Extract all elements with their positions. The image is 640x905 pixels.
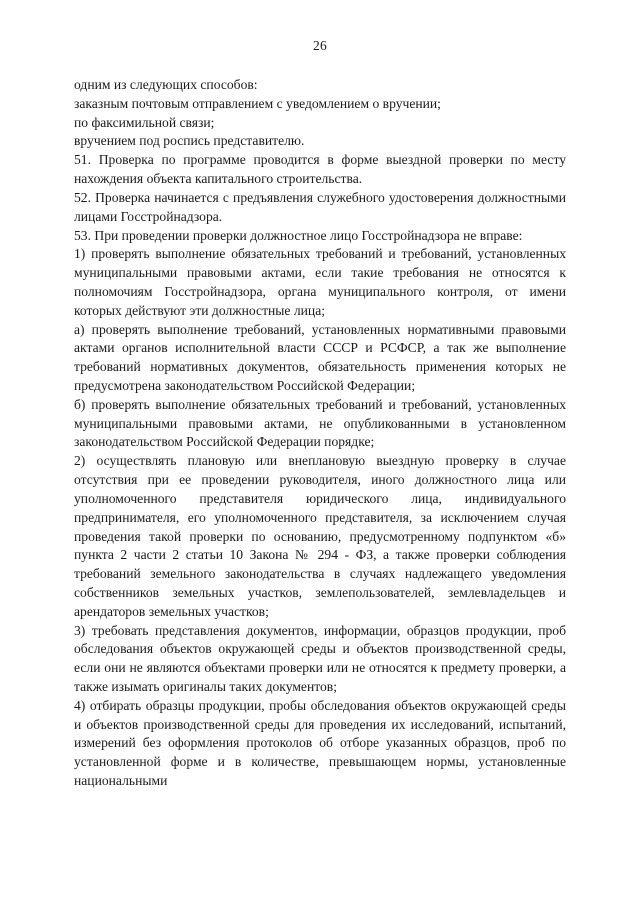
- paragraph: 52. Проверка начинается с предъявления служебного удостоверения должностными лицами Госстройнадзора.: [74, 189, 566, 224]
- paragraph: 3) требовать представления документов, информации, образцов продукции, проб обследования объектов окружающей среды и объектов производственной среды, если они не являются объектами проверки или не относятся к предмету проверки, а также изымать оригиналы таких документов;: [74, 622, 566, 694]
- paragraph: одним из следующих способов:: [74, 77, 258, 92]
- paragraph: 51. Проверка по программе проводится в форме выездной проверки по месту нахождения объекта капитального строительства.: [74, 152, 566, 187]
- document-body: [74, 76, 566, 791]
- paragraph: вручением под роспись представителю.: [74, 133, 305, 149]
- paragraph: 2) осуществлять плановую или внеплановую выездную проверку в случае отсутствия при ее проведении руководителя, иного должностного лица или уполномоченного представителя юридического лица, индивидуального предпринимателя, его уполномоченного представителя, за исключением случая проведения такой проверки по основанию, предусмотренному подпунктом «б» пункта 2 части 2 статьи 10 Закона № 294 - ФЗ, а также проверки соблюдения требований земельного законодательства в случаях надлежащего уведомления собственников земельных участков, землепользователей, землевладельцев и арендаторов земельных участков;: [74, 453, 566, 619]
- paragraph: 53. При проведении проверки должностное лицо Госстройнадзора не вправе:: [74, 227, 523, 243]
- paragraph: по факсимильной связи;: [74, 114, 215, 130]
- paragraph: а) проверять выполнение требований, установленных нормативными правовыми актами органов исполнительной власти СССР и РСФСР, а так же выполнение требований нормативных документов, обязательность применения которых не предусмотрена законодательством Российской Федерации;: [74, 321, 566, 393]
- paragraph: б) проверять выполнение обязательных требований и требований, установленных муниципальными правовыми актами, не опубликованными в установленном законодательством Российской Федерации порядке;: [74, 396, 566, 450]
- paragraph: 4) отбирать образцы продукции, пробы обследования объектов окружающей среды и объектов производственной среды для проведения их исследований, испытаний, измерений без оформления протоколов об отборе указанных образцов, проб по установленной форме и в количестве, превышающем нормы, установленные национальными: [74, 697, 566, 789]
- paragraph: заказным почтовым отправлением с уведомлением о вручении;: [74, 95, 441, 111]
- page-number: 26: [313, 38, 327, 53]
- paragraph: 1) проверять выполнение обязательных требований и требований, установленных муниципальными правовыми актами, если такие требования не относятся к полномочиям Госстройнадзора, органа муниципального контроля, от имени которых действуют эти должностные лица;: [74, 246, 566, 318]
